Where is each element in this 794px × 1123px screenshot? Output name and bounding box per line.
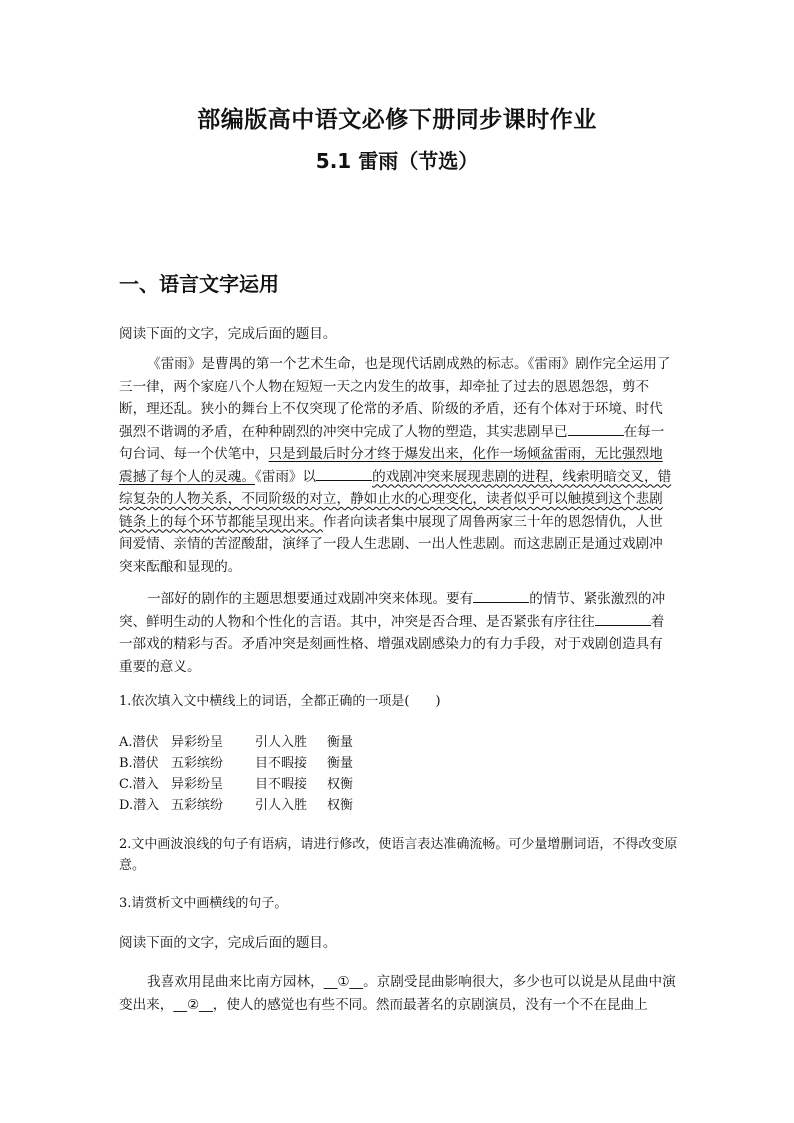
passage-paragraph [119,353,676,578]
option-label: A.潜伏 [119,735,159,750]
option-word: 五彩缤纷 [171,756,224,771]
option-word: 衡量 [327,735,354,750]
passage-text: 我喜欢用昆曲来比南方园林， [147,974,324,990]
fill-blank [568,421,624,436]
section-heading: 一、语言文字运用 [119,272,279,296]
passage-text: 作者向读者集中展现了周鲁两家三十年的恩怨情仇，人世间爱情、亲情的苦涩酸甜，演绎了一段人生悲剧、一出人性悲剧。而这悲剧正是通过戏剧冲突来酝酿和显现的。 [119,513,663,575]
question-1: 1.依次填入文中横线上的词语，全都正确的一项是( ) [119,694,441,709]
numbered-blank: __②__ [173,996,213,1013]
option-word: 衡量 [327,756,354,771]
reading-instruction: 阅读下面的文字，完成后面的题目。 [119,326,337,342]
document-subtitle: 5.1 雷雨（节选） [315,149,479,173]
passage-text: 《雷雨》是曹禺的第一个艺术生命，也是现代话剧成熟的标志。《雷雨》剧作完全运用了三一律，两个家庭八个人物在短短一天之内发生的故事，却牵扯了过去的恩恩怨怨，剪不断，理还乱。狭小的舞台上不仅突现了伦常的矛盾、阶级的矛盾，还有个体对于环境、时代强烈不谐调的矛盾，在种种剧烈的冲突中完成了人物的塑造，其实悲剧早已 [119,356,671,440]
fill-blank [316,466,372,481]
fill-blank [595,611,651,626]
passage-text: ，使人的感觉也有些不同。然而最著名的京剧演员，没有一个不在昆曲上 [212,996,648,1013]
numbered-blank: __①__ [323,974,364,990]
passage-paragraph [119,971,676,1016]
option-label: C.潜入 [119,777,159,792]
option-label: D.潜入 [119,798,160,813]
reading-instruction: 阅读下面的文字，完成后面的题目。 [119,935,337,951]
option-word: 目不暇接 [255,777,308,792]
option-word: 引人入胜 [255,798,308,813]
passage-text: 《雷雨》以 [254,468,317,485]
option-word: 权衡 [327,777,354,792]
option-word: 异彩纷呈 [171,777,224,792]
wavy-underlined-sentence: 的戏剧冲突来展现悲剧的进程，线索明暗交叉，错综复杂的人物关系，不同阶级的对立，静如止水的心理变化，读者似乎可以触摸到这个悲剧链条上的每个环节都能呈现出来。 [119,468,672,530]
passage-text: 一部好的剧作的主题思想要通过戏剧冲突来体现。要有 [147,591,474,607]
option-word: 权衡 [327,798,354,813]
passage-text: 的情节、紧张激烈的冲突、鲜明生动的人物和个性化的言语。其中，冲突是否合理、是否紧张有序往往 [119,591,666,630]
option-word: 五彩缤纷 [171,798,224,813]
fill-blank [473,588,529,603]
question-3: 3.请赏析文中画横线的句子。 [119,896,288,911]
option-label: B.潜伏 [119,756,159,771]
option-word: 引人入胜 [255,735,308,750]
question-2: 2.文中画波浪线的句子有语病，请进行修改，使语言表达准确流畅。可少量增删词语，不得改变原意。 [119,837,678,873]
passage-text: 。京剧受昆曲影响很大，多少也可以说是从昆曲中演变出来， [119,974,676,1013]
option-b [119,753,387,774]
option-word: 目不暇接 [255,756,308,771]
passage-text: 着一部戏的精彩与否。矛盾冲突是刻画性格、增强戏剧感染力的有力手段，对于戏剧创造具有重要的意义。 [119,613,665,675]
document-title: 部编版高中语文必修下册同步课时作业 [197,107,597,133]
passage-paragraph [119,588,676,678]
option-d [119,795,387,816]
option-word: 异彩纷呈 [171,735,224,750]
underlined-sentence: 只是到最后时分才终于爆发出来，化作一场倾盆雷雨，无比强烈地震撼了每个人的灵魂。 [119,446,663,485]
option-c [119,774,387,795]
option-a [119,732,387,753]
passage-text: 在每一句台词、每一个伏笔中， [119,423,665,462]
